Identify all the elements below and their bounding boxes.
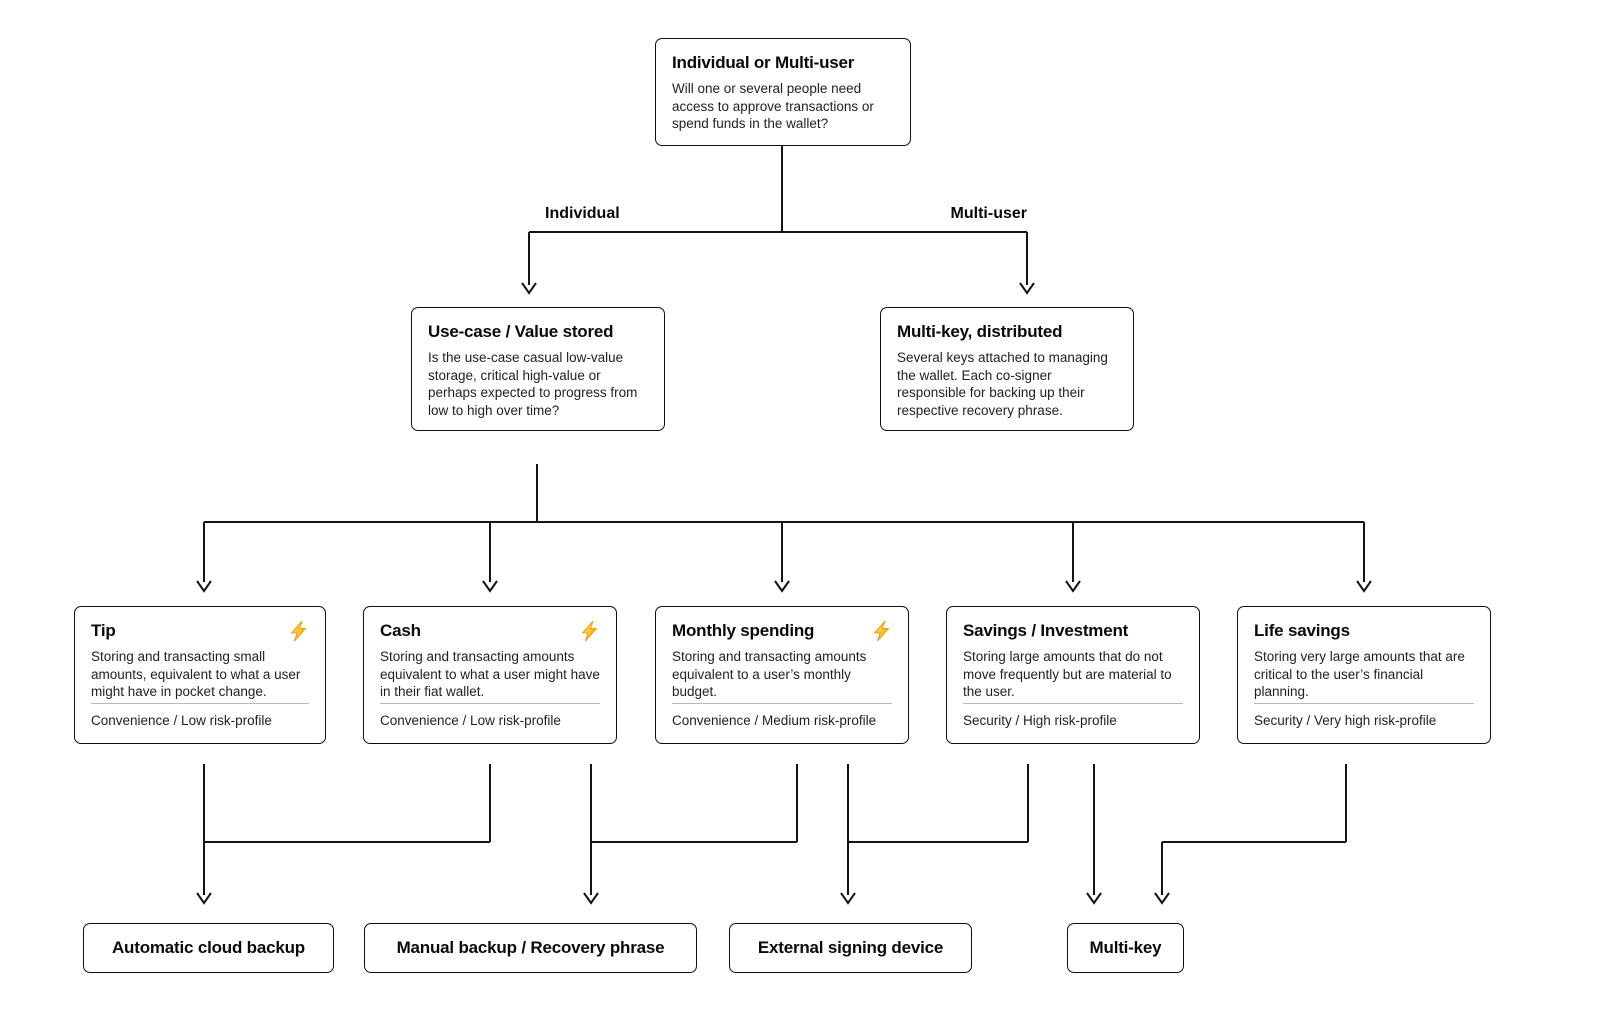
divider xyxy=(672,703,892,704)
use-case-node-cash xyxy=(363,606,617,744)
divider xyxy=(380,703,600,704)
use-case-node-life-savings xyxy=(1237,606,1491,744)
use-case-node-tip xyxy=(74,606,326,744)
node-title: Tip xyxy=(91,621,116,640)
use-case-node-savings-investment xyxy=(946,606,1200,744)
node-title: Life savings xyxy=(1254,621,1350,640)
decision-node-use-case-value-stored xyxy=(411,307,665,431)
divider xyxy=(91,703,309,704)
lightning-icon xyxy=(288,620,309,642)
node-description: Storing and transacting amounts equivalent to what a user might have in their fiat wallet. xyxy=(380,649,600,700)
node-description: Storing and transacting small amounts, equivalent to what a user might have in pocket change. xyxy=(91,649,301,700)
branch-label-multi-user: Multi-user xyxy=(950,205,1027,222)
solution-node-manual-backup-recovery-phrase: Manual backup / Recovery phrase xyxy=(364,923,697,973)
solution-node-automatic-cloud-backup: Automatic cloud backup xyxy=(83,923,334,973)
node-title: Individual or Multi-user xyxy=(672,53,855,72)
node-title: Multi-key, distributed xyxy=(897,322,1063,341)
node-title: Monthly spending xyxy=(672,621,815,640)
use-case-node-monthly-spending xyxy=(655,606,909,744)
risk-profile: Security / High risk-profile xyxy=(963,712,1117,728)
risk-profile: Convenience / Low risk-profile xyxy=(380,712,561,728)
outcome-node-multi-key-distributed xyxy=(880,307,1134,431)
node-description: Storing and transacting amounts equivalent to a user’s monthly budget. xyxy=(672,649,867,700)
node-description: Will one or several people need access to approve transactions or spend funds in the wallet? xyxy=(672,81,874,132)
risk-profile: Security / Very high risk-profile xyxy=(1254,712,1437,728)
node-title: Savings / Investment xyxy=(963,621,1129,640)
solution-node-external-signing-device: External signing device xyxy=(729,923,972,973)
node-description: Several keys attached to managing the wallet. Each co-signer responsible for backing up their respective recovery phrase. xyxy=(897,350,1108,419)
node-title: Use-case / Value stored xyxy=(428,322,614,341)
divider xyxy=(1254,703,1474,704)
solution-node-multi-key: Multi-key xyxy=(1067,923,1184,973)
branch-label-individual: Individual xyxy=(545,205,620,222)
lightning-icon xyxy=(871,620,892,642)
node-description: Storing very large amounts that are critical to the user’s financial planning. xyxy=(1254,649,1465,700)
decision-node-individual-or-multi-user xyxy=(655,38,911,146)
lightning-icon xyxy=(579,620,600,642)
risk-profile: Convenience / Medium risk-profile xyxy=(672,712,877,728)
node-title: Cash xyxy=(380,621,421,640)
divider xyxy=(963,703,1183,704)
node-description: Storing large amounts that do not move frequently but are material to the user. xyxy=(963,649,1172,700)
node-description: Is the use-case casual low-value storage, critical high-value or perhaps expected to progress from low to high over time? xyxy=(428,350,638,419)
risk-profile: Convenience / Low risk-profile xyxy=(91,712,272,728)
